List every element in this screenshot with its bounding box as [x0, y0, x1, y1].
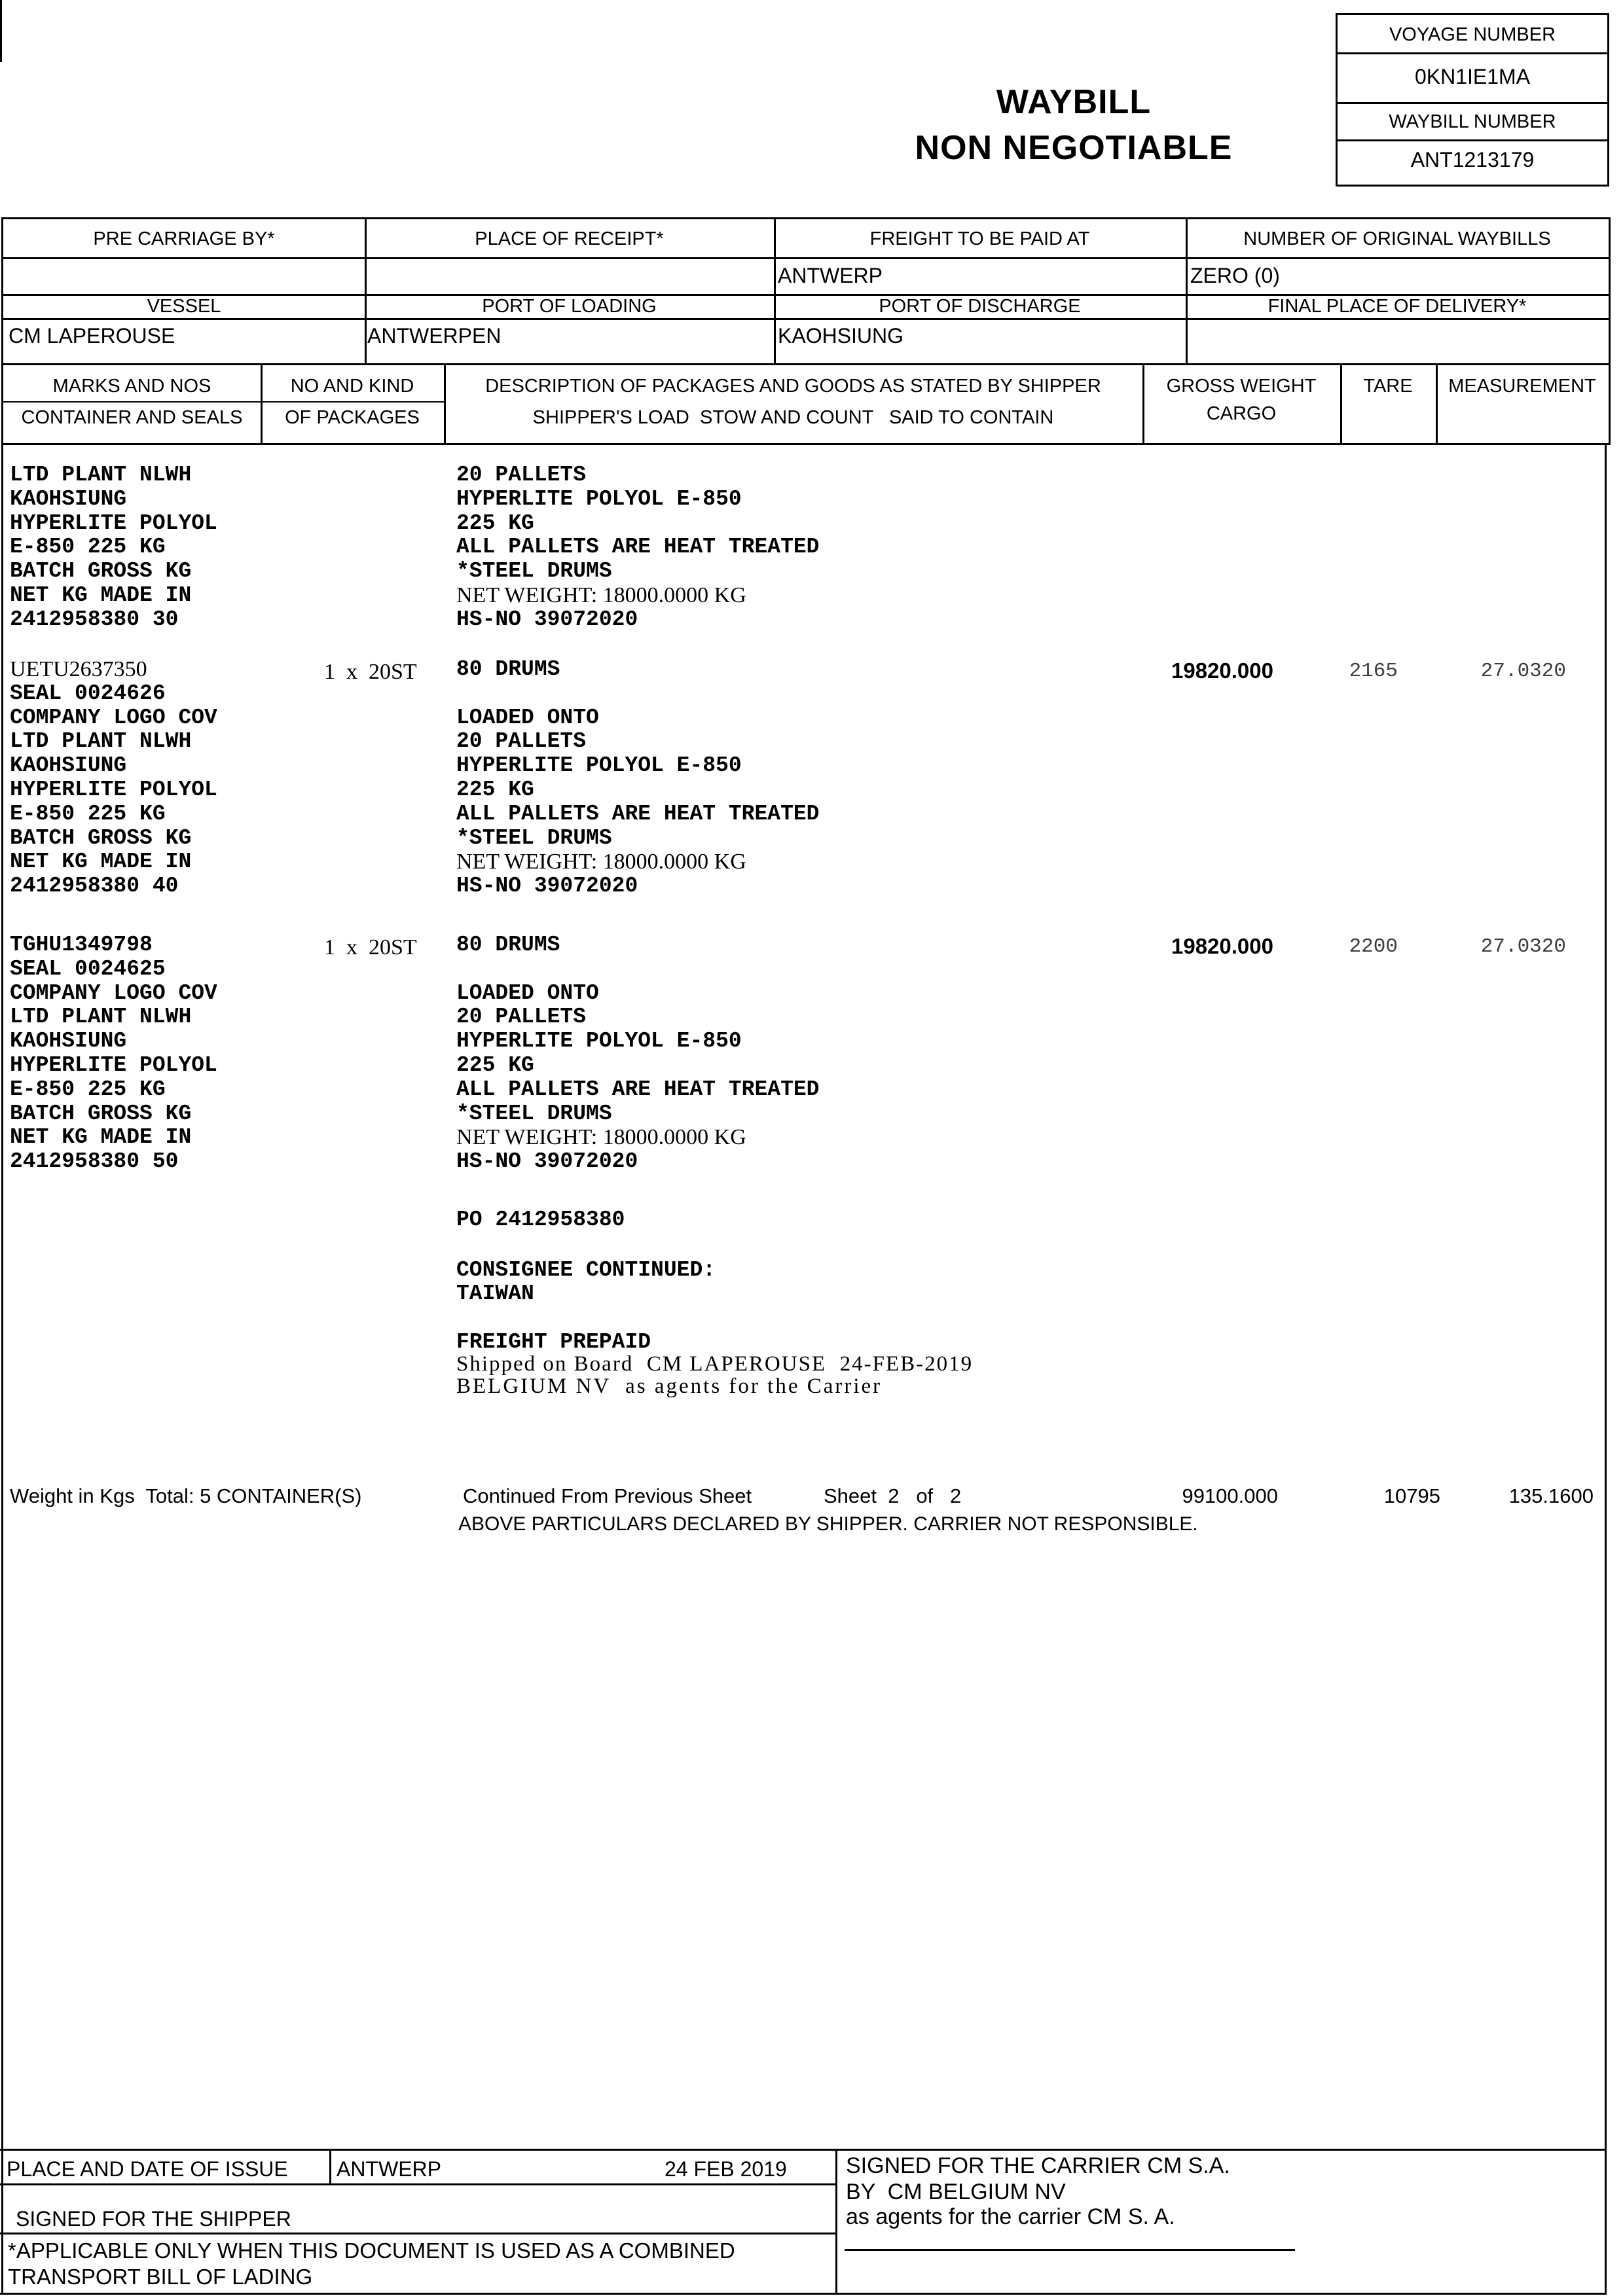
tare-value-2: 2165	[1349, 660, 1398, 683]
description-line: *STEEL DRUMS	[456, 1101, 612, 1126]
port-of-discharge-value: KAOHSIUNG	[778, 324, 904, 348]
voyage-box-divider-1	[1338, 52, 1607, 54]
description-line: 20 PALLETS	[456, 463, 587, 487]
gross-weight-total: 99100.000	[1182, 1484, 1278, 1507]
description-line: HS-NO 39072020	[456, 607, 638, 632]
place-date-of-issue-label: PLACE AND DATE OF ISSUE	[7, 2157, 288, 2181]
place-of-issue-value: ANTWERP	[337, 2157, 441, 2181]
marks-line: HYPERLITE POLYOL	[10, 1052, 217, 1077]
goods-table-header	[1, 365, 1611, 445]
description-line: 225 KG	[456, 777, 534, 802]
marks-line: HYPERLITE POLYOL	[10, 777, 217, 802]
marks-line: KAOHSIUNG	[10, 1029, 127, 1054]
marks-line: COMPANY LOGO COV	[10, 980, 217, 1005]
blank-line	[456, 958, 820, 982]
original-waybills-value: ZERO (0)	[1190, 264, 1280, 287]
blank-line	[456, 682, 820, 706]
goods-body-left-border	[1, 443, 3, 2149]
measurement-value-2: 27.0320	[1480, 660, 1566, 683]
marks-line: SEAL 0024625	[10, 956, 166, 981]
net-weight-line: NET WEIGHT: 18000.0000 KG	[456, 1125, 746, 1150]
original-waybills-label: NUMBER OF ORIGINAL WAYBILLS	[1243, 228, 1551, 249]
measurement-header: MEASUREMENT	[1448, 376, 1596, 397]
footer-issue-row-line	[0, 2183, 835, 2185]
continued-from-previous: Continued From Previous Sheet	[463, 1484, 752, 1507]
port-of-loading-label: PORT OF LOADING	[482, 296, 657, 317]
marks-line: BATCH GROSS KG	[10, 825, 192, 850]
footer-shipper-row-line	[0, 2233, 835, 2234]
place-of-receipt-label: PLACE OF RECEIPT*	[475, 228, 664, 249]
tare-header: TARE	[1363, 376, 1413, 397]
description-line: LOADED ONTO	[456, 980, 599, 1005]
marks-line: HYPERLITE POLYOL	[10, 511, 217, 535]
applicable-note-line1: *APPLICABLE ONLY WHEN THIS DOCUMENT IS USED AS A COMBINED	[8, 2238, 735, 2263]
description-block-2	[456, 658, 820, 899]
description-line: ALL PALLETS ARE HEAT TREATED	[456, 1077, 820, 1102]
marks-line: 2412958380 40	[10, 874, 179, 899]
marks-header-line2: CONTAINER AND SEALS	[21, 407, 243, 428]
voyage-number-value: 0KN1IE1MA	[1414, 65, 1531, 88]
waybill-number-value: ANT1213179	[1410, 148, 1535, 171]
pre-carriage-label: PRE CARRIAGE BY*	[93, 228, 275, 249]
gross-weight-header-line2: CARGO	[1206, 403, 1277, 424]
gross-weight-value-2: 19820.000	[1171, 658, 1273, 683]
marks-line: SEAL 0024626	[10, 681, 166, 706]
marks-line: 2412958380 30	[10, 607, 179, 632]
gross-weight-header-line1: GROSS WEIGHT	[1166, 376, 1317, 397]
marks-line: COMPANY LOGO COV	[10, 705, 217, 730]
gross-weight-value-3: 19820.000	[1171, 934, 1273, 958]
container-number: TGHU1349798	[10, 933, 153, 957]
marks-line: LTD PLANT NLWH	[10, 729, 192, 754]
tare-value-3: 2200	[1349, 935, 1398, 958]
tare-total: 10795	[1383, 1484, 1440, 1507]
footer-left-border	[1, 2149, 3, 2294]
page-bottom-line	[0, 2293, 1607, 2295]
container-number: UETU2637350	[10, 657, 147, 681]
po-number: PO 2412958380	[456, 1208, 625, 1232]
marks-line: NET KG MADE IN	[10, 850, 192, 874]
description-line: ALL PALLETS ARE HEAT TREATED	[456, 801, 820, 826]
packages-header-line2: OF PACKAGES	[285, 407, 420, 428]
description-line: HS-NO 39072020	[456, 1149, 638, 1174]
description-line: 20 PALLETS	[456, 729, 587, 754]
vessel-value: CM LAPEROUSE	[9, 324, 175, 348]
marks-line: E-850 225 KG	[10, 535, 166, 560]
shipper-declaration: ABOVE PARTICULARS DECLARED BY SHIPPER. CARRIER NOT RESPONSIBLE.	[458, 1513, 1198, 1535]
sheet-number: Sheet 2 of 2	[824, 1484, 962, 1507]
marks-line: LTD PLANT NLWH	[10, 463, 192, 487]
measurement-total: 135.1600	[1508, 1484, 1594, 1507]
freight-paid-at-label: FREIGHT TO BE PAID AT	[869, 228, 1090, 249]
marks-line: NET KG MADE IN	[10, 583, 192, 607]
port-of-loading-value: ANTWERPEN	[367, 324, 501, 348]
signed-for-carrier-line2: BY CM BELGIUM NV	[846, 2179, 1066, 2204]
description-line: *STEEL DRUMS	[456, 559, 612, 584]
measurement-value-3: 27.0320	[1480, 935, 1566, 958]
waybill-number-label: WAYBILL NUMBER	[1389, 111, 1556, 132]
description-line: HYPERLITE POLYOL E-850	[456, 753, 742, 778]
marks-line: LTD PLANT NLWH	[10, 1005, 192, 1030]
page-edge-mark	[0, 0, 2, 62]
marks-line: BATCH GROSS KG	[10, 1101, 192, 1126]
footer-carrier-box-left-border	[835, 2149, 837, 2294]
signed-for-carrier-line3: as agents for the carrier CM S. A.	[846, 2204, 1175, 2229]
voyage-box-divider-3	[1338, 139, 1607, 141]
packages-header-line1: NO AND KIND	[290, 376, 414, 397]
container-qty-3: 1 x 20ST	[324, 935, 417, 960]
vessel-label: VESSEL	[147, 296, 221, 317]
port-of-discharge-label: PORT OF DISCHARGE	[879, 296, 1081, 317]
marks-line: KAOHSIUNG	[10, 486, 127, 511]
final-delivery-label: FINAL PLACE OF DELIVERY*	[1267, 296, 1527, 317]
marks-line: KAOHSIUNG	[10, 753, 127, 778]
freight-paid-at-value: ANTWERP	[778, 264, 883, 287]
consignee-continued-value: TAIWAN	[456, 1282, 534, 1306]
document-title: WAYBILL	[996, 83, 1152, 121]
carrier-signature-line	[845, 2249, 1295, 2251]
marks-block-3	[10, 933, 217, 1174]
voyage-box-divider-2	[1338, 102, 1607, 104]
description-header-line2: SHIPPER'S LOAD STOW AND COUNT SAID TO CONTAIN	[532, 407, 1054, 428]
container-qty-2: 1 x 20ST	[324, 660, 417, 684]
description-block-1	[456, 463, 820, 632]
document-subtitle: NON NEGOTIABLE	[915, 129, 1233, 167]
marks-block-1	[10, 463, 217, 632]
footer-right-border	[1605, 2149, 1607, 2294]
description-line: ALL PALLETS ARE HEAT TREATED	[456, 535, 820, 560]
description-line: HS-NO 39072020	[456, 874, 638, 899]
weight-total: Weight in Kgs Total: 5 CONTAINER(S)	[10, 1484, 362, 1507]
description-block-3	[456, 933, 820, 1174]
applicable-note-line2: TRANSPORT BILL OF LADING	[8, 2265, 313, 2289]
agents-note: BELGIUM NV as agents for the Carrier	[456, 1374, 883, 1398]
description-line: *STEEL DRUMS	[456, 825, 612, 850]
signed-for-shipper-label: SIGNED FOR THE SHIPPER	[16, 2207, 291, 2231]
marks-header-divider	[3, 401, 444, 403]
routing-table	[1, 217, 1611, 365]
description-line: 225 KG	[456, 511, 534, 535]
marks-header-line1: MARKS AND NOS	[52, 376, 211, 397]
shipped-on-board-note: Shipped on Board CM LAPEROUSE 24-FEB-2019	[456, 1352, 974, 1376]
marks-block-2	[10, 658, 217, 899]
footer-top-line	[0, 2149, 1607, 2151]
description-line: HYPERLITE POLYOL E-850	[456, 1029, 742, 1054]
routing-row-line-3	[3, 318, 1609, 320]
net-weight-line: NET WEIGHT: 18000.0000 KG	[456, 850, 746, 874]
marks-line: BATCH GROSS KG	[10, 559, 192, 584]
description-line: 20 PALLETS	[456, 1005, 587, 1030]
drums-line: 80 DRUMS	[456, 933, 560, 957]
voyage-number-label: VOYAGE NUMBER	[1389, 24, 1556, 45]
marks-line: E-850 225 KG	[10, 1077, 166, 1102]
description-line: LOADED ONTO	[456, 705, 599, 730]
consignee-continued-title: CONSIGNEE CONTINUED:	[456, 1258, 716, 1282]
signed-for-carrier-line1: SIGNED FOR THE CARRIER CM S.A.	[846, 2153, 1230, 2178]
description-header-line1: DESCRIPTION OF PACKAGES AND GOODS AS STATED BY SHIPPER	[485, 376, 1101, 397]
freight-prepaid: FREIGHT PREPAID	[456, 1330, 651, 1354]
footer-issue-col-line	[329, 2149, 331, 2185]
marks-line: NET KG MADE IN	[10, 1125, 192, 1150]
date-of-issue-value: 24 FEB 2019	[665, 2157, 787, 2181]
net-weight-line: NET WEIGHT: 18000.0000 KG	[456, 583, 746, 607]
goods-body-right-border	[1605, 443, 1607, 2149]
description-line: HYPERLITE POLYOL E-850	[456, 486, 742, 511]
description-line: 225 KG	[456, 1052, 534, 1077]
marks-line: E-850 225 KG	[10, 801, 166, 826]
routing-row-line-1	[3, 257, 1609, 259]
drums-line: 80 DRUMS	[456, 657, 560, 681]
marks-line: 2412958380 50	[10, 1149, 179, 1174]
voyage-waybill-box	[1336, 13, 1609, 187]
